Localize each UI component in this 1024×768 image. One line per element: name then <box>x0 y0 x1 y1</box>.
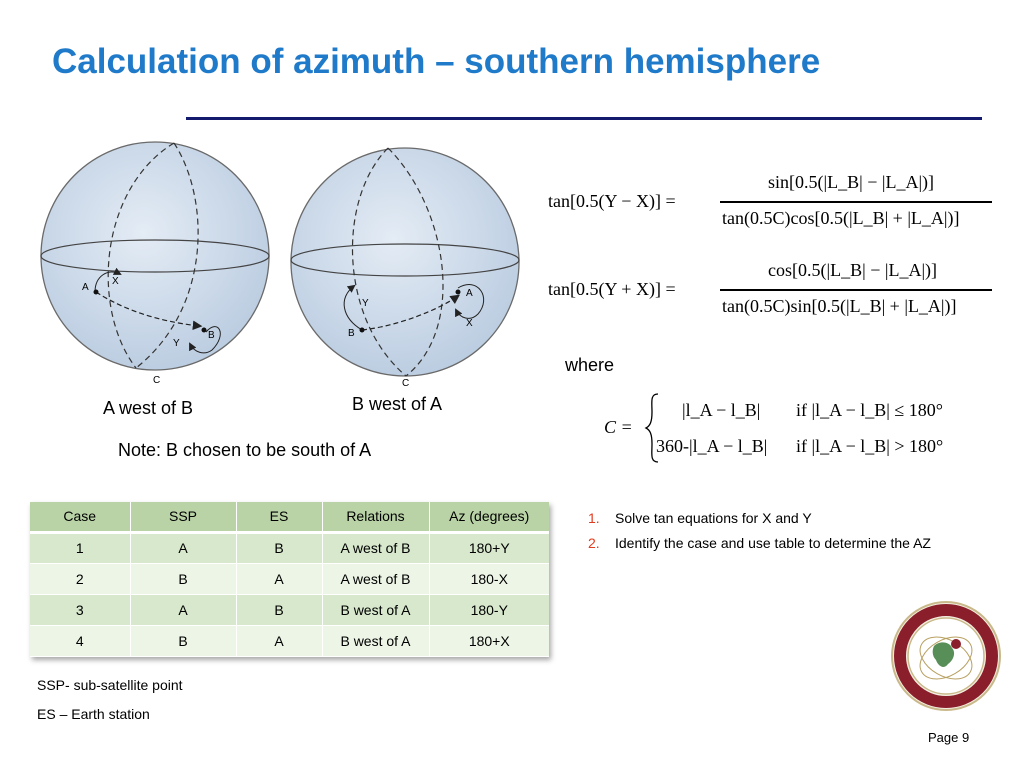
table-cell: B <box>130 625 236 656</box>
azimuth-case-table <box>30 502 549 657</box>
eq1-lhs: tan[0.5(Y − X)] = <box>548 191 676 211</box>
list-item <box>588 510 958 527</box>
table-cell: 180+X <box>429 625 549 656</box>
table-cell: 180+Y <box>429 532 549 563</box>
table-cell: B west of A <box>322 594 429 625</box>
title-underline <box>186 117 982 120</box>
table-row <box>30 532 549 563</box>
label-y: Y <box>173 338 180 349</box>
table-cell: A <box>130 532 236 563</box>
label-a: A <box>466 288 473 299</box>
note-b-south-of-a: Note: B chosen to be south of A <box>118 440 372 460</box>
table-cell: 4 <box>30 625 130 656</box>
label-c: C <box>402 378 410 389</box>
table-cell: B <box>236 532 322 563</box>
label-y: Y <box>362 298 369 309</box>
table-cell: A <box>236 625 322 656</box>
c-case2-expr: 360-|l_A − l_B| <box>656 436 768 456</box>
table-cell: 180-X <box>429 563 549 594</box>
table-cell: B west of A <box>322 625 429 656</box>
list-item <box>588 535 958 552</box>
label-x: X <box>112 276 119 287</box>
c-case1-cond: if |l_A − l_B| ≤ 180° <box>796 400 943 420</box>
step-text: Solve tan equations for X and Y <box>615 510 812 526</box>
slide-title: Calculation of azimuth – southern hemisphere <box>52 42 821 81</box>
steps-list <box>588 510 958 560</box>
table-cell: A <box>236 563 322 594</box>
step-text: Identify the case and use table to determine the AZ <box>615 535 931 551</box>
caption-b-west-of-a: B west of A <box>352 394 443 414</box>
label-b: B <box>348 328 355 339</box>
sphere-diagram-a-west-of-b <box>40 138 272 390</box>
label-c: C <box>153 375 161 386</box>
table-header-row <box>30 502 549 532</box>
step-number: 1. <box>588 510 600 526</box>
caption-a-west-of-b: A west of B <box>103 398 194 418</box>
eq1-denominator: tan(0.5C)cos[0.5(|L_B| + |L_A|)] <box>722 208 960 228</box>
florida-tech-seal-logo <box>890 600 1002 712</box>
eq2-fraction-bar <box>720 289 992 291</box>
table-cell: B <box>130 563 236 594</box>
table-row <box>30 594 549 625</box>
eq1-numerator: sin[0.5(|L_B| − |L_A|)] <box>768 172 935 192</box>
col-header-ssp: SSP <box>130 502 236 532</box>
col-header-az: Az (degrees) <box>429 502 549 532</box>
label-b: B <box>208 330 215 341</box>
eq2-denominator: tan(0.5C)sin[0.5(|L_B| + |L_A|)] <box>722 296 957 316</box>
c-case2-cond: if |l_A − l_B| > 180° <box>796 436 944 456</box>
sphere-diagram-b-west-of-a <box>288 138 520 390</box>
table-cell: A west of B <box>322 563 429 594</box>
col-header-es: ES <box>236 502 322 532</box>
step-number: 2. <box>588 535 600 551</box>
eq2-numerator: cos[0.5(|L_B| − |L_A|)] <box>768 260 938 280</box>
table-cell: A west of B <box>322 532 429 563</box>
table-row <box>30 625 549 656</box>
eq1-fraction-bar <box>720 201 992 203</box>
table-cell: 2 <box>30 563 130 594</box>
footnote-ssp: SSP- sub-satellite point <box>37 677 183 693</box>
c-def-lhs: C = <box>604 417 633 437</box>
table-cell: A <box>130 594 236 625</box>
table-cell: 1 <box>30 532 130 563</box>
table-cell: B <box>236 594 322 625</box>
label-x: X <box>466 318 473 329</box>
c-case1-expr: |l_A − l_B| <box>682 400 761 420</box>
col-header-relations: Relations <box>322 502 429 532</box>
footnote-es: ES – Earth station <box>37 706 150 722</box>
where-label: where <box>565 355 615 375</box>
table-row <box>30 563 549 594</box>
table-cell: 3 <box>30 594 130 625</box>
table-cell: 180-Y <box>429 594 549 625</box>
eq2-lhs: tan[0.5(Y + X)] = <box>548 279 676 299</box>
label-a: A <box>82 282 89 293</box>
col-header-case: Case <box>30 502 130 532</box>
page-number: Page 9 <box>928 730 970 745</box>
